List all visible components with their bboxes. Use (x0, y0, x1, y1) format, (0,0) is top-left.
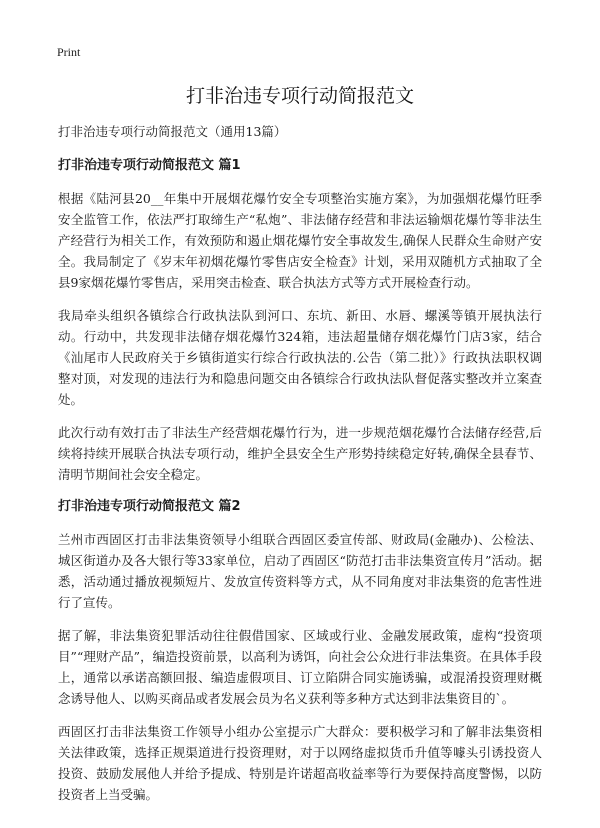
section-1-paragraph-3: 此次行动有效打击了非法生产经营烟花爆竹行为，进一步规范烟花爆竹合法储存经营,后续将持续开展联合执法专项行动，维护全县安全生产形势持续稳定好转,确保全县春节、清明节期间社会安全稳定。 (58, 425, 542, 482)
document-body (58, 122, 542, 817)
section-2-paragraph-3: 西固区打击非法集资工作领导小组办公室提示广大群众：要积极学习和了解非法集资相关法律政策，选择正规渠道进行投资理财，对于以网络虚拟货币升值等噱头引诱投资人投资、鼓励发展他人并给予提成、特别是许诺超高收益率等行为要保持高度警惕，以防投资者上当受骗。 (58, 724, 542, 802)
section-1-paragraph-2: 我局牵头组织各镇综合行政执法队到河口、东坑、新田、水唇、螺溪等镇开展执法行动。行动中，共发现非法储存烟花爆竹324箱，违法超量储存烟花爆竹门店3家，结合《汕尾市人民政府关于乡镇街道实行综合行政执法的.公告（第二批）》行政执法职权调整对顶，对发现的违法行为和隐患问题交由各镇综合行政执法队督促落实整改并立案查处。 (58, 308, 542, 407)
section-1-paragraph-1: 根据《陆河县20__年集中开展烟花爆竹安全专项整治实施方案》，为加强烟花爆竹旺季安全监管工作，依法严打取缔生产“私炮”、非法储存经营和非法运输烟花爆竹等非法生产经营行为相关工作，有效预防和遏止烟花爆竹安全事故发生,确保人民群众生命财产安全。我局制定了《岁末年初烟花爆竹零售店安全检查》计划，采用双随机方式抽取了全县9家烟花爆竹零售店，采用突击检查、联合执法方式等方式开展检查行动。 (58, 191, 542, 290)
page-title: 打非治违专项行动简报范文 (185, 85, 414, 107)
print-link[interactable]: Print (57, 45, 81, 59)
section-2-paragraph-1: 兰州市西固区打击非法集资领导小组联合西固区委宣传部、财政局(金融办)、公检法、城区街道办及各大银行等33家单位，启动了西固区“防范打击非法集资宣传月”活动。据悉，活动通过播放视频短片、发放宣传资料等方式，从不同角度对非法集资的危害性进行了宣传。 (58, 532, 542, 610)
section-2-paragraph-2: 据了解，非法集资犯罪活动往往假借国家、区域或行业、金融发展政策，虚构“投资项目”“理财产品”，编造投资前景，以高利为诱饵，向社会公众进行非法集资。在具体手段上，通常以承诺高额回报、编造虚假项目、订立陷阱合同实施诱骗，或混淆投资理财概念诱导他人、以购买商品或者发展会员为名义获利等多种方式达到非法集资目的`。 (58, 628, 542, 706)
section-heading-1: 打非治违专项行动简报范文 篇1 (58, 158, 241, 173)
section-heading-2: 打非治违专项行动简报范文 篇2 (58, 499, 241, 514)
document-intro: 打非治违专项行动简报范文（通用13篇） (58, 124, 287, 139)
